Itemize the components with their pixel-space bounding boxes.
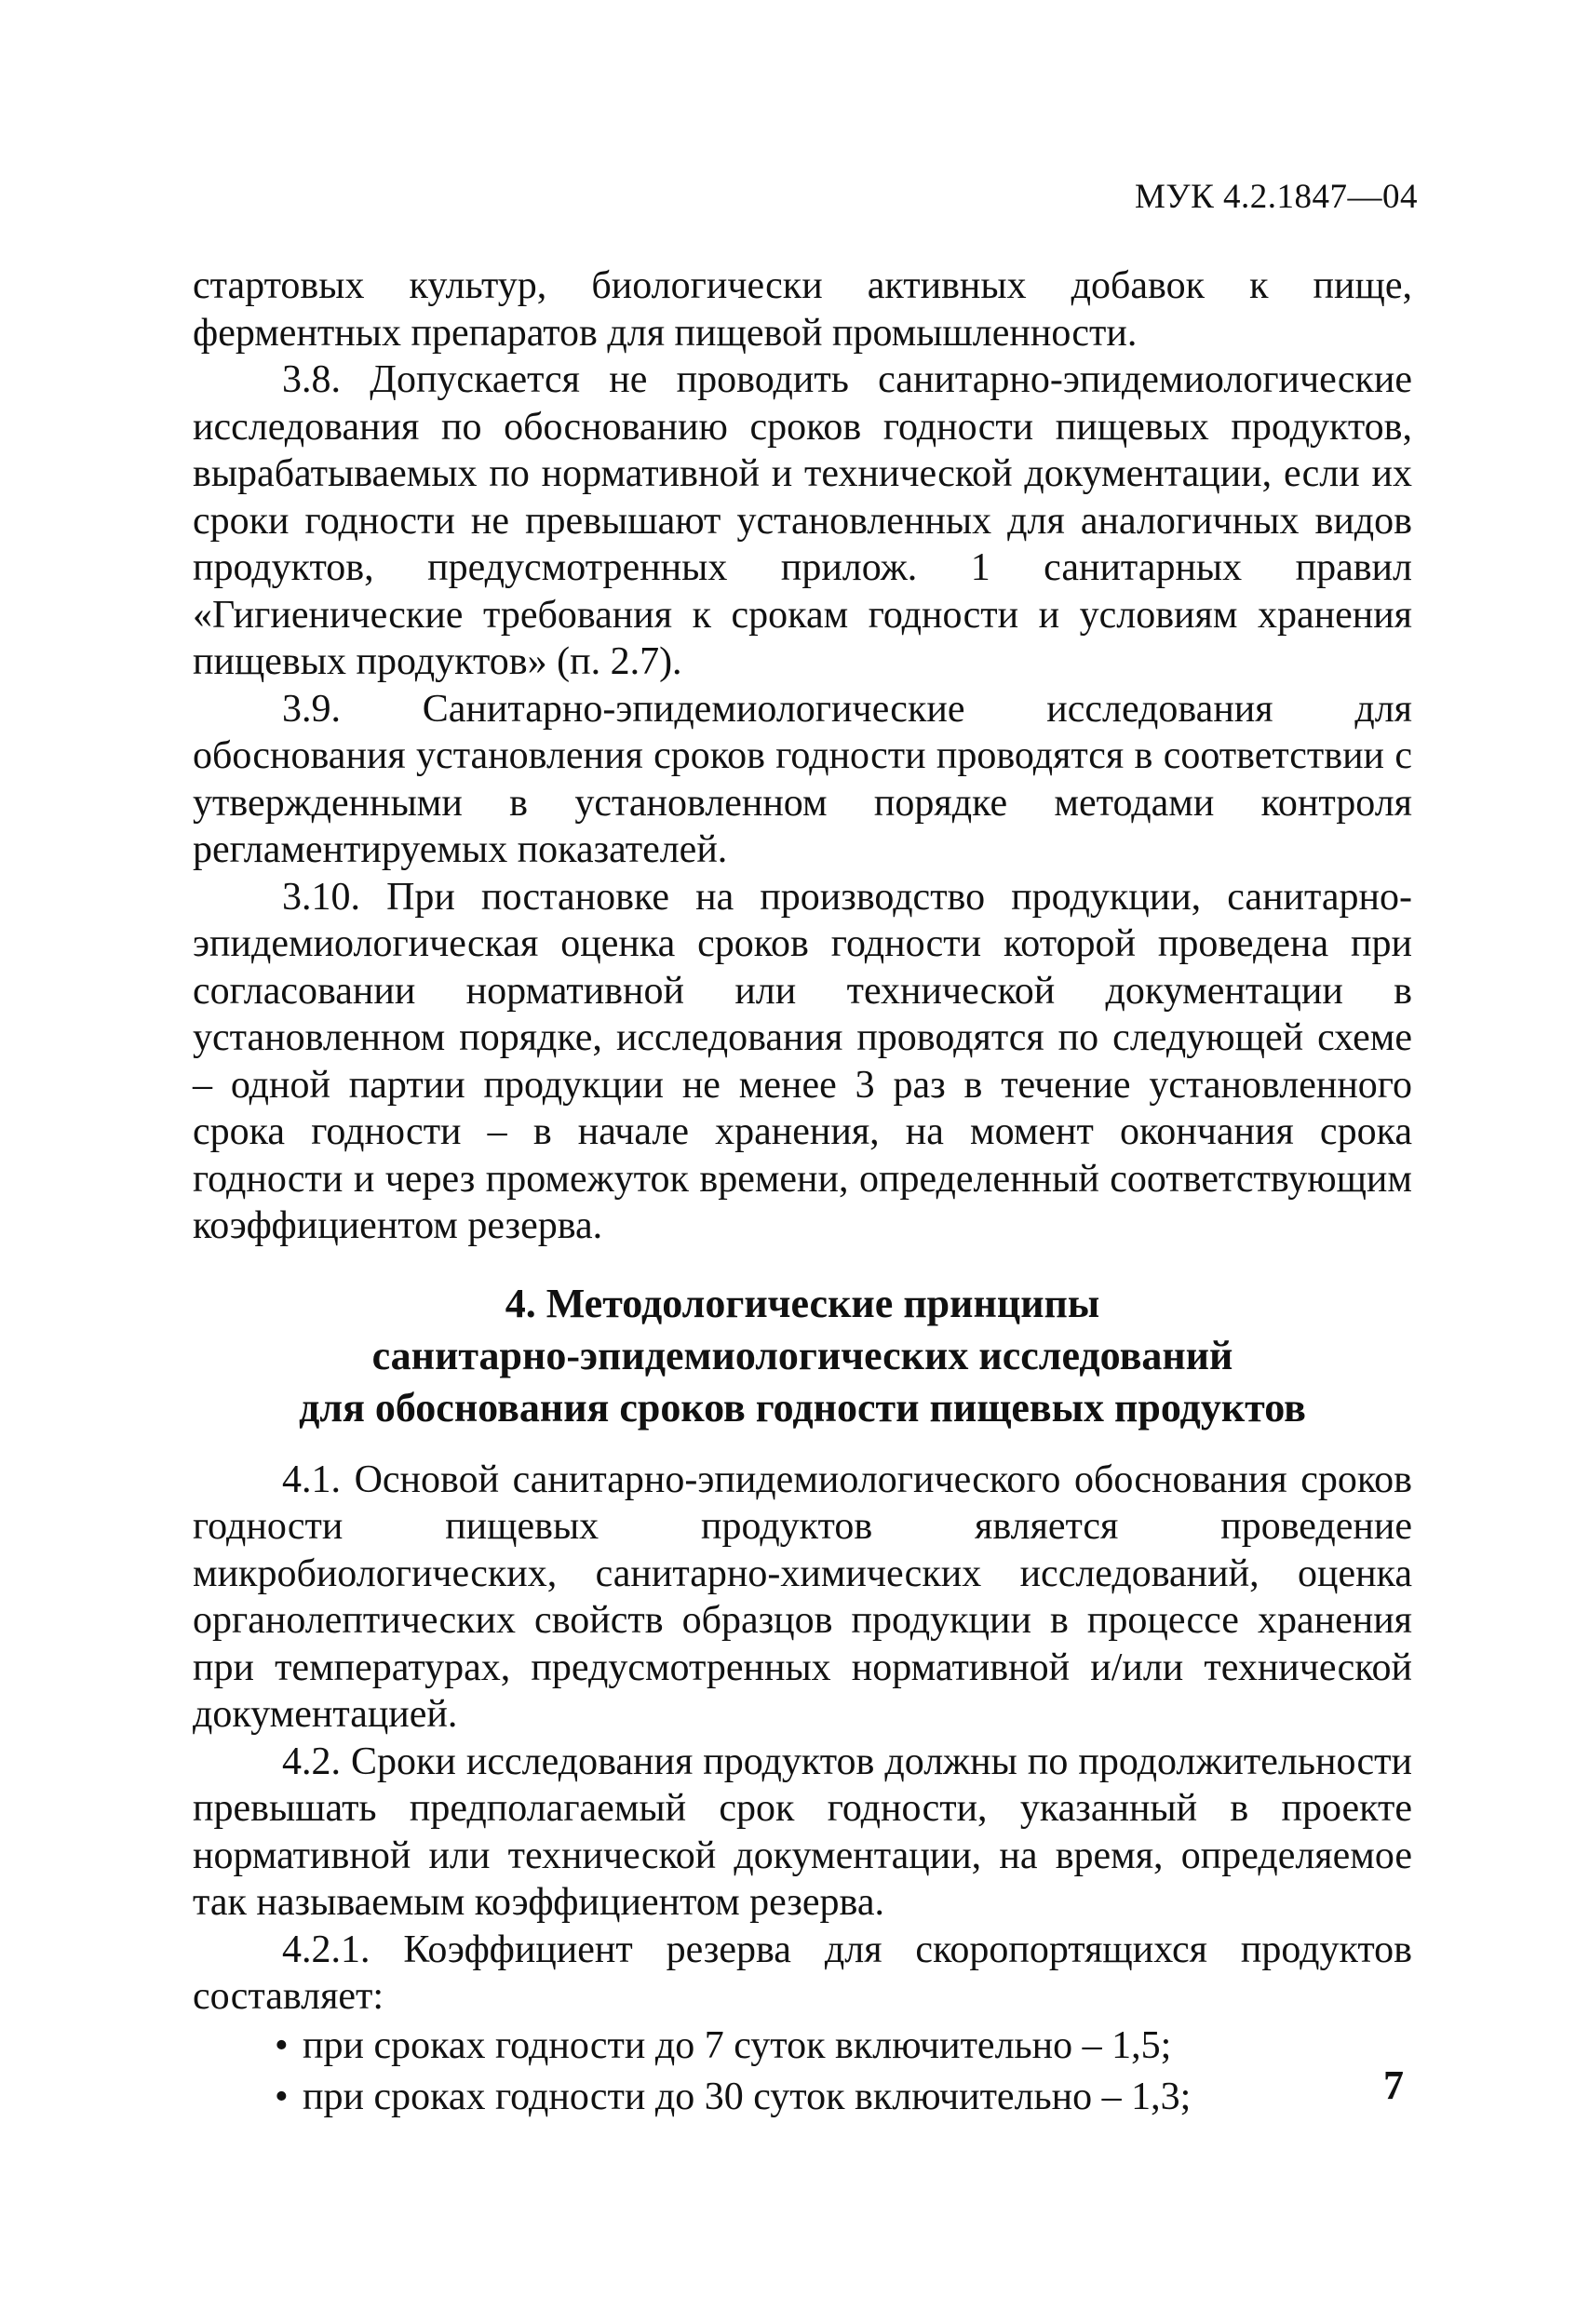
paragraph-continuation: стартовых культур, биологически активных добавок к пище, ферментных препаратов для пищевой промышленности.	[193, 264, 1412, 355]
bullet-icon: •	[275, 2023, 289, 2067]
paragraph-4-1: 4.1. Основой санитарно-эпидемиологического обоснования сроков годности пищевых продуктов является проведение микробиологических, санитарно-химических исследований, оценка органолептических свойств образцов продукции в процессе хранения при температурах, предусмотренных нормативной и/или технической документацией.	[193, 1458, 1412, 1736]
paragraph-3-8: 3.8. Допускается не проводить санитарно-эпидемиологические исследования по обоснованию сроков годности пищевых продуктов, вырабатываемых по нормативной и технической документации, если их сроки годности не превышают установленных для аналогичных видов продуктов, предусмотренных прилож. 1 санитарных правил «Гигиенические требования к срокам годности и условиям хранения пищевых продуктов» (п. 2.7).	[193, 358, 1412, 683]
section-heading-line-2: санитарно-эпидемиологических исследований	[371, 1332, 1233, 1378]
list-item-text: при сроках годности до 7 суток включительно – 1,5;	[303, 2023, 1172, 2067]
page-body	[193, 262, 1412, 2123]
paragraph-3-9: 3.9. Санитарно-эпидемиологические исследования для обоснования установления сроков годности проводятся в соответствии с утвержденными в установленном порядке методами контроля регламентируемых показателей.	[193, 687, 1412, 871]
bullet-icon: •	[275, 2075, 289, 2118]
list-item	[193, 2072, 1412, 2123]
section-heading-line-3: для обоснования сроков годности пищевых продуктов	[299, 1384, 1306, 1431]
bullet-list	[193, 2021, 1412, 2123]
document-code-header: МУК 4.2.1847—04	[1134, 178, 1418, 216]
list-item-text: при сроках годности до 30 суток включительно – 1,3;	[303, 2075, 1192, 2118]
list-item	[193, 2021, 1412, 2072]
page-number: 7	[1383, 2062, 1404, 2108]
section-heading	[193, 1278, 1412, 1434]
paragraph-4-2-1: 4.2.1. Коэффициент резерва для скоропортящихся продуктов составляет:	[193, 1928, 1412, 2018]
paragraph-3-10: 3.10. При постановке на производство продукции, санитарно-эпидемиологическая оценка сроков годности которой проведена при согласовании нормативной или технической документации в установленном порядке, исследования проводятся по следующей схеме – одной партии продукции не менее 3 раз в течение установленного срока годности – в начале хранения, на момент окончания срока годности и через промежуток времени, определенный соответствующим коэффициентом резерва.	[193, 875, 1412, 1247]
section-heading-line-1: 4. Методологические принципы	[505, 1280, 1100, 1326]
paragraph-4-2: 4.2. Сроки исследования продуктов должны по продолжительности превышать предполагаемый срок годности, указанный в проекте нормативной или технической документации, на время, определяемое так называемым коэффициентом резерва.	[193, 1740, 1412, 1924]
